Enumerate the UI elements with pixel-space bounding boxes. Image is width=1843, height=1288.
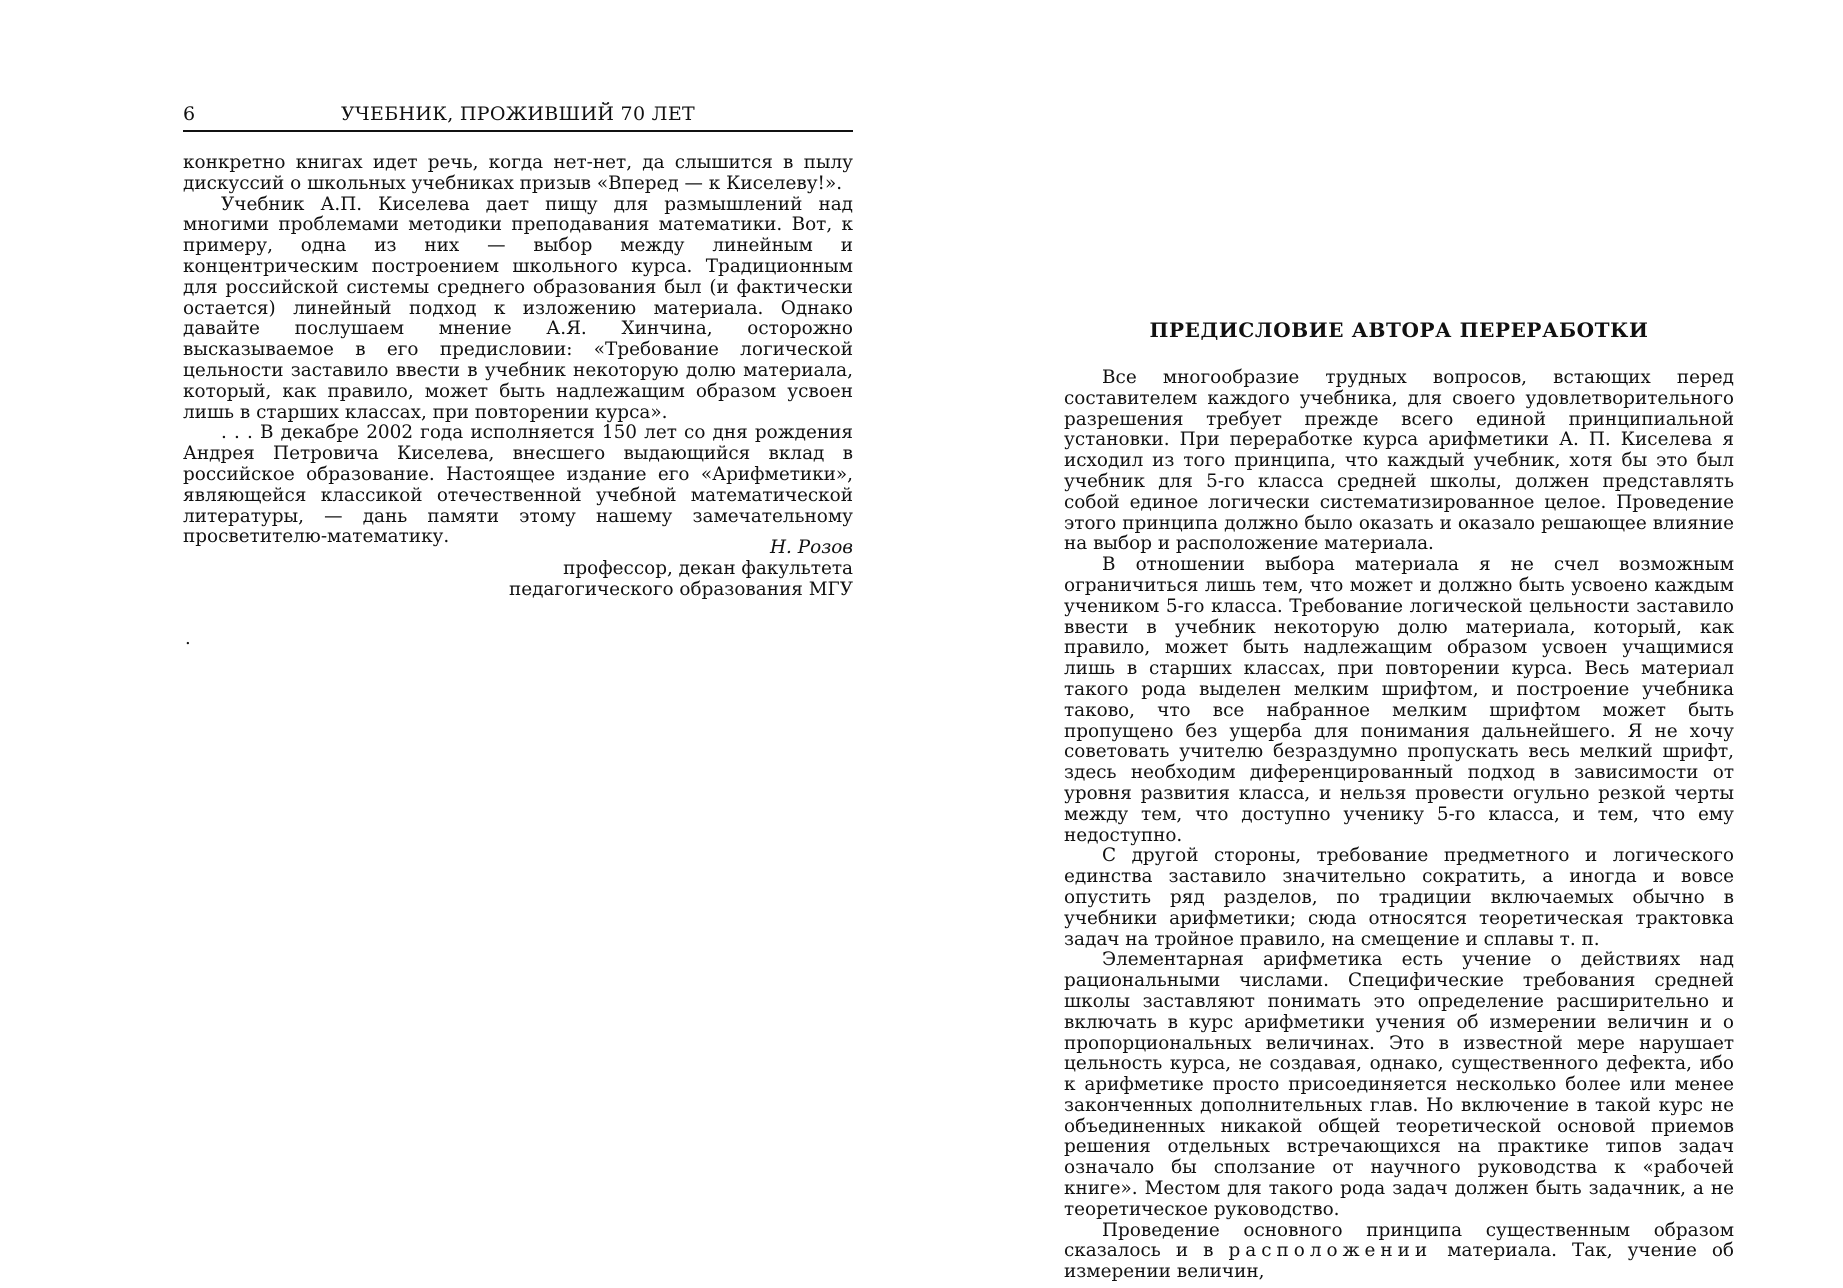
paragraph: Все многообразие трудных вопросов, встающих перед составителем каждого учебника, для своего удовлетворительного разрешения требует прежде всего единой принципиальной установки. При переработке курса арифметики А. П. Киселева я исходил из того принципа, что каждый учебник, хотя бы это был учебник для 5-го класса средней школы, должен представлять собой единое логически систематизированное целое. Проведение этого принципа должно было оказать и оказало решающее влияние на выбор и расположение материала. <box>1064 367 1734 555</box>
right-body-text <box>1064 368 1734 1283</box>
left-body-text <box>183 153 853 548</box>
paragraph: . . . В декабре 2002 года исполняется 150 лет со дня рождения Андрея Петровича Киселева, внесшего выдающийся вклад в российское образование. Настоящее издание его «Арифметики», являющейся классикой отечественной учебной математической литературы, — дань памяти этому нашему замечательному просветителю-математику. <box>183 422 853 548</box>
paragraph-last <box>1064 1221 1734 1283</box>
paragraph: С другой стороны, требование предметного и логического единства заставило значительно сократить, а иногда и вовсе опустить ряд разделов, по традиции включаемых обычно в учебники арифметики; сюда относятся теоретическая трактовка задач на тройное правило, на смещение и сплавы т. п. <box>1064 845 1734 950</box>
paragraph: Учебник А.П. Киселева дает пищу для размышлений над многими проблемами методики преподавания математики. Вот, к примеру, одна из них — выбор между линейным и концентрическим построением школьного курса. Традиционным для российской системы среднего образования был (и фактически остается) линейный подход к изложению материала. Однако давайте послушаем мнение А.Я. Хинчина, осторожно высказываемое в его предисловии: «Требование логической цельности заставило ввести в учебник некоторую долю материала, который, как правило, может быть надлежащим образом усвоен лишь в старших классах, при повторении курса». <box>183 193 853 423</box>
paragraph: конкретно книгах идет речь, когда нет-нет, да слышится в пылу дискуссий о школьных учебниках призыв «Вперед — к Киселеву!». <box>183 152 853 194</box>
spaced-emphasis: расположении <box>1228 1240 1433 1262</box>
signature-title-line1: профессор, декан факультета <box>563 557 853 579</box>
stray-dot: . <box>185 628 191 649</box>
signature-block <box>183 538 853 600</box>
paragraph-text: Проведение основного принципа существенным образом сказалось и в <box>1064 1219 1734 1262</box>
paragraph-text: материала. Так, учение об измерении величин, <box>1064 1240 1734 1283</box>
signature-name: Н. Розов <box>770 537 853 558</box>
paragraph: Элементарная арифметика есть учение о действиях над рациональными числами. Специфические требования средней школы заставляют понимать это определение расширительно и включать в курс арифметики учения об измерении величин и о пропорциональных величинах. Это в известной мере нарушает цельность курса, не создавая, однако, существенного дефекта, ибо к арифметике просто присоединяется несколько более или менее законченных дополнительных глав. Но включение в такой курс не объединенных никакой общей теоретической основой приемов решения отдельных встречающихся на практике типов задач означало бы сползание от научного руководства к «рабочей книге». Местом для такого рода задач должен быть задачник, а не теоретическое руководство. <box>1064 949 1734 1220</box>
page-number: 6 <box>183 103 196 125</box>
running-head <box>183 102 853 132</box>
running-title: УЧЕБНИК, ПРОЖИВШИЙ 70 ЛЕТ <box>341 103 695 125</box>
chapter-title: ПРЕДИСЛОВИЕ АВТОРА ПЕРЕРАБОТКИ <box>1149 318 1649 342</box>
signature-title-line2: педагогического образования МГУ <box>508 578 853 600</box>
paragraph: В отношении выбора материала я не счел возможным ограничиться лишь тем, что может и должно быть усвоено каждым учеником 5-го класса. Требование логической цельности заставило ввести в учебник некоторую долю материала, который, как правило, может быть надлежащим образом усвоен учащимися лишь в старших классах, при повторении курса. Весь материал такого рода выделен мелким шрифтом, и построение учебника таково, что все набранное мелким шрифтом может быть пропущено без ущерба для понимания дальнейшего. Я не хочу советовать учителю безраздумно пропускать весь мелкий шрифт, здесь необходим диференцированный подход в зависимости от уровня развития класса, и нельзя провести огульно резкой черты между тем, что доступно ученику 5-го класса, и тем, что ему недоступно. <box>1064 554 1734 846</box>
